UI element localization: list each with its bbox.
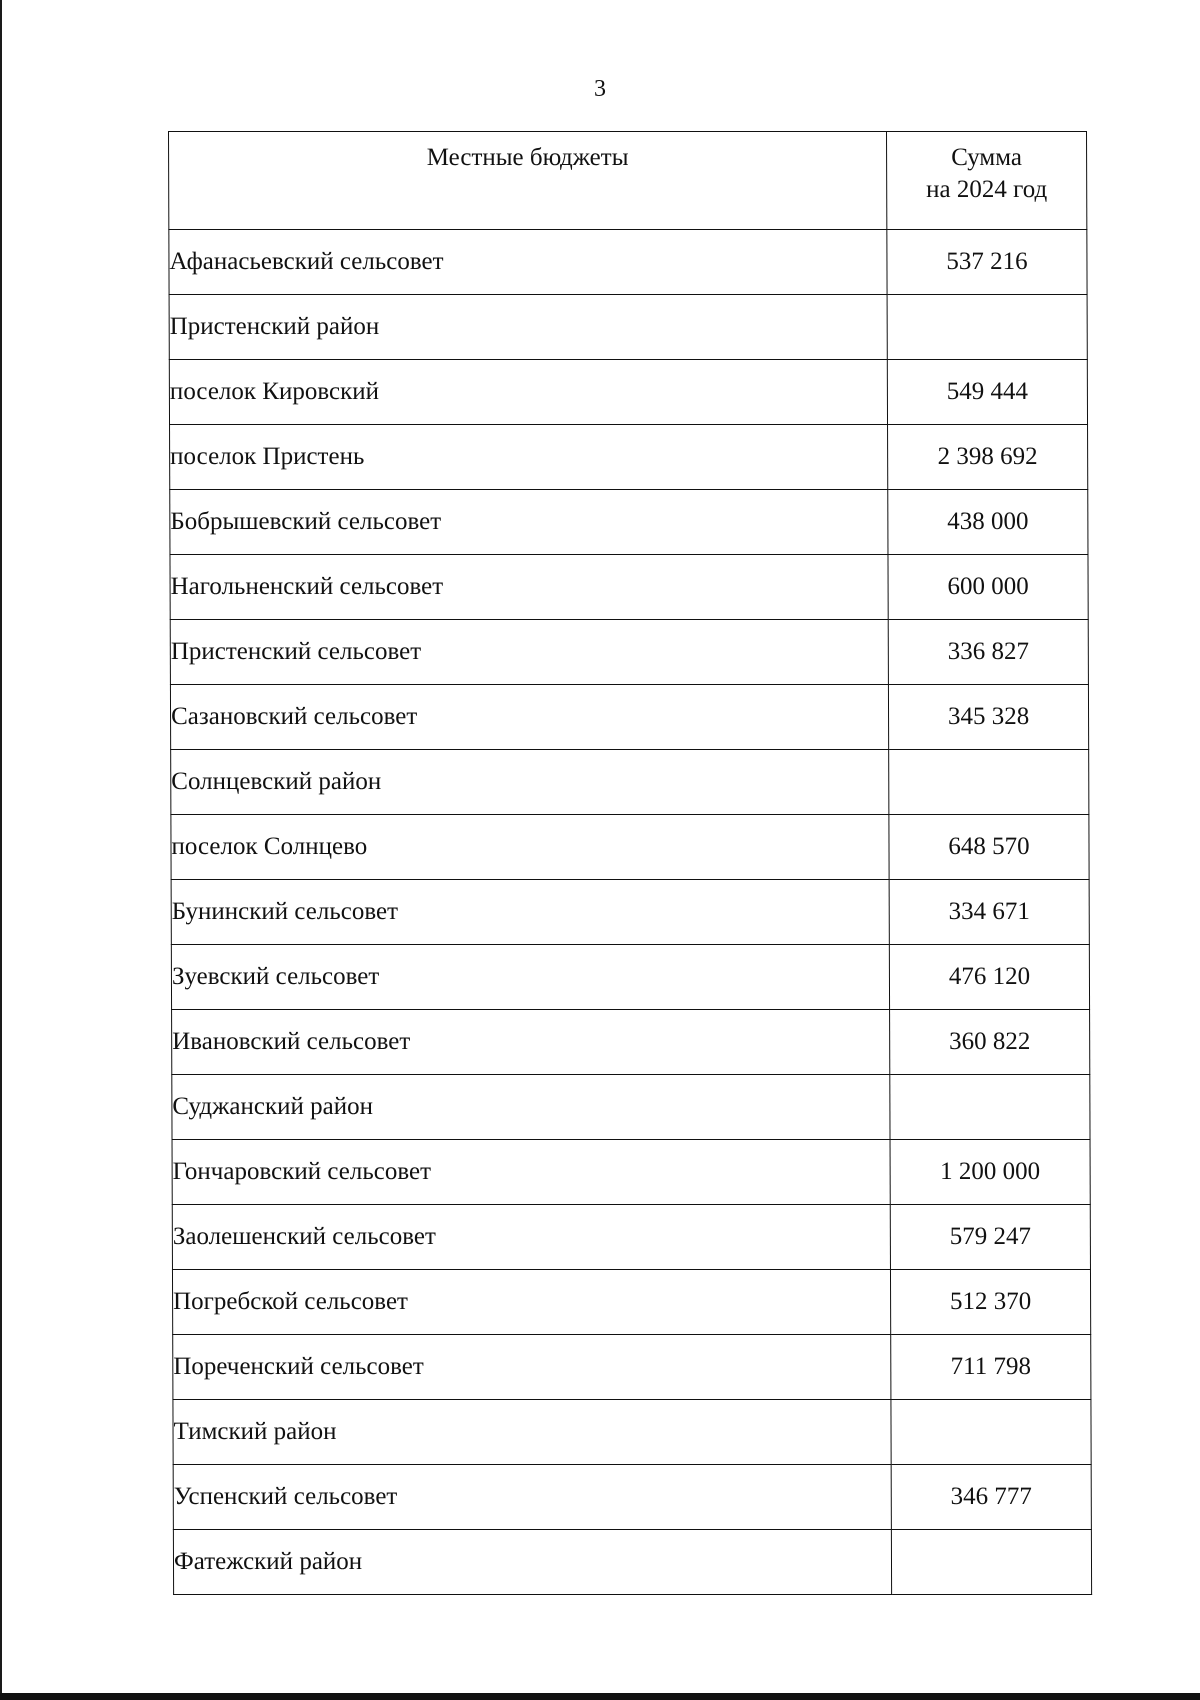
row-budget-name: поселок Кировский bbox=[169, 360, 887, 425]
row-budget-name: Нагольненский сельсовет bbox=[170, 555, 888, 620]
table-row bbox=[172, 1010, 1090, 1075]
row-budget-name: Ивановский сельсовет bbox=[172, 1010, 890, 1075]
row-amount bbox=[887, 295, 1087, 360]
table-row bbox=[173, 1530, 1091, 1595]
row-amount bbox=[891, 1530, 1091, 1595]
row-amount bbox=[891, 1400, 1091, 1465]
table-row bbox=[172, 1140, 1090, 1205]
row-budget-name: поселок Солнцево bbox=[171, 815, 889, 880]
row-budget-name: Успенский сельсовет bbox=[173, 1465, 891, 1530]
table-row bbox=[169, 360, 1087, 425]
row-budget-name: Фатежский район bbox=[173, 1530, 891, 1595]
table-row bbox=[171, 750, 1089, 815]
table-row bbox=[170, 620, 1088, 685]
row-amount: 648 570 bbox=[889, 815, 1089, 880]
row-budget-name: Тимский район bbox=[173, 1400, 891, 1465]
row-amount bbox=[890, 1075, 1090, 1140]
row-amount: 2 398 692 bbox=[888, 425, 1088, 490]
table-row bbox=[170, 425, 1088, 490]
row-amount: 579 247 bbox=[890, 1205, 1090, 1270]
row-amount: 512 370 bbox=[890, 1270, 1090, 1335]
header-amount bbox=[887, 132, 1087, 230]
table-row bbox=[173, 1335, 1091, 1400]
row-amount: 476 120 bbox=[889, 945, 1089, 1010]
row-amount: 549 444 bbox=[887, 360, 1087, 425]
row-budget-name: Гончаровский сельсовет bbox=[172, 1140, 890, 1205]
table-header-row bbox=[169, 132, 1087, 230]
page-edge-bottom bbox=[0, 1693, 1200, 1700]
table-row bbox=[172, 1075, 1090, 1140]
table-row bbox=[169, 230, 1087, 295]
row-budget-name: Пореченский сельсовет bbox=[173, 1335, 891, 1400]
row-amount: 537 216 bbox=[887, 230, 1087, 295]
table-row bbox=[170, 490, 1088, 555]
table-row bbox=[171, 815, 1089, 880]
page-number: 3 bbox=[594, 76, 606, 102]
row-amount: 336 827 bbox=[888, 620, 1088, 685]
row-budget-name: Пристенский сельсовет bbox=[170, 620, 888, 685]
table-row bbox=[171, 880, 1089, 945]
row-budget-name: Пристенский район bbox=[169, 295, 887, 360]
row-budget-name: Солнцевский район bbox=[171, 750, 889, 815]
header-amount-line1: Сумма bbox=[951, 144, 1023, 171]
row-budget-name: Бобрышевский сельсовет bbox=[170, 490, 888, 555]
row-budget-name: Бунинский сельсовет bbox=[171, 880, 889, 945]
row-amount: 1 200 000 bbox=[890, 1140, 1090, 1205]
row-budget-name: поселок Пристень bbox=[170, 425, 888, 490]
row-amount: 360 822 bbox=[890, 1010, 1090, 1075]
table-row bbox=[169, 295, 1087, 360]
table-row bbox=[170, 685, 1088, 750]
page-edge-left bbox=[0, 0, 2, 1700]
table-row bbox=[173, 1400, 1091, 1465]
row-amount: 334 671 bbox=[889, 880, 1089, 945]
table-body bbox=[169, 230, 1092, 1595]
table-row bbox=[171, 945, 1089, 1010]
header-local-budgets: Местные бюджеты bbox=[169, 132, 887, 230]
table-row bbox=[172, 1205, 1090, 1270]
table-row bbox=[172, 1270, 1090, 1335]
row-budget-name: Заолешенский сельсовет bbox=[172, 1205, 890, 1270]
table-row bbox=[173, 1465, 1091, 1530]
row-amount: 438 000 bbox=[888, 490, 1088, 555]
row-amount: 600 000 bbox=[888, 555, 1088, 620]
header-amount-line2: на 2024 год bbox=[926, 176, 1048, 203]
row-amount: 711 798 bbox=[891, 1335, 1091, 1400]
row-budget-name: Погребской сельсовет bbox=[172, 1270, 890, 1335]
table-row bbox=[170, 555, 1088, 620]
row-amount: 346 777 bbox=[891, 1465, 1091, 1530]
budget-table bbox=[168, 131, 1092, 1595]
row-budget-name: Зуевский сельсовет bbox=[171, 945, 889, 1010]
row-amount: 345 328 bbox=[888, 685, 1088, 750]
row-budget-name: Афанасьевский сельсовет bbox=[169, 230, 887, 295]
row-amount bbox=[889, 750, 1089, 815]
row-budget-name: Сазановский сельсовет bbox=[170, 685, 888, 750]
row-budget-name: Суджанский район bbox=[172, 1075, 890, 1140]
